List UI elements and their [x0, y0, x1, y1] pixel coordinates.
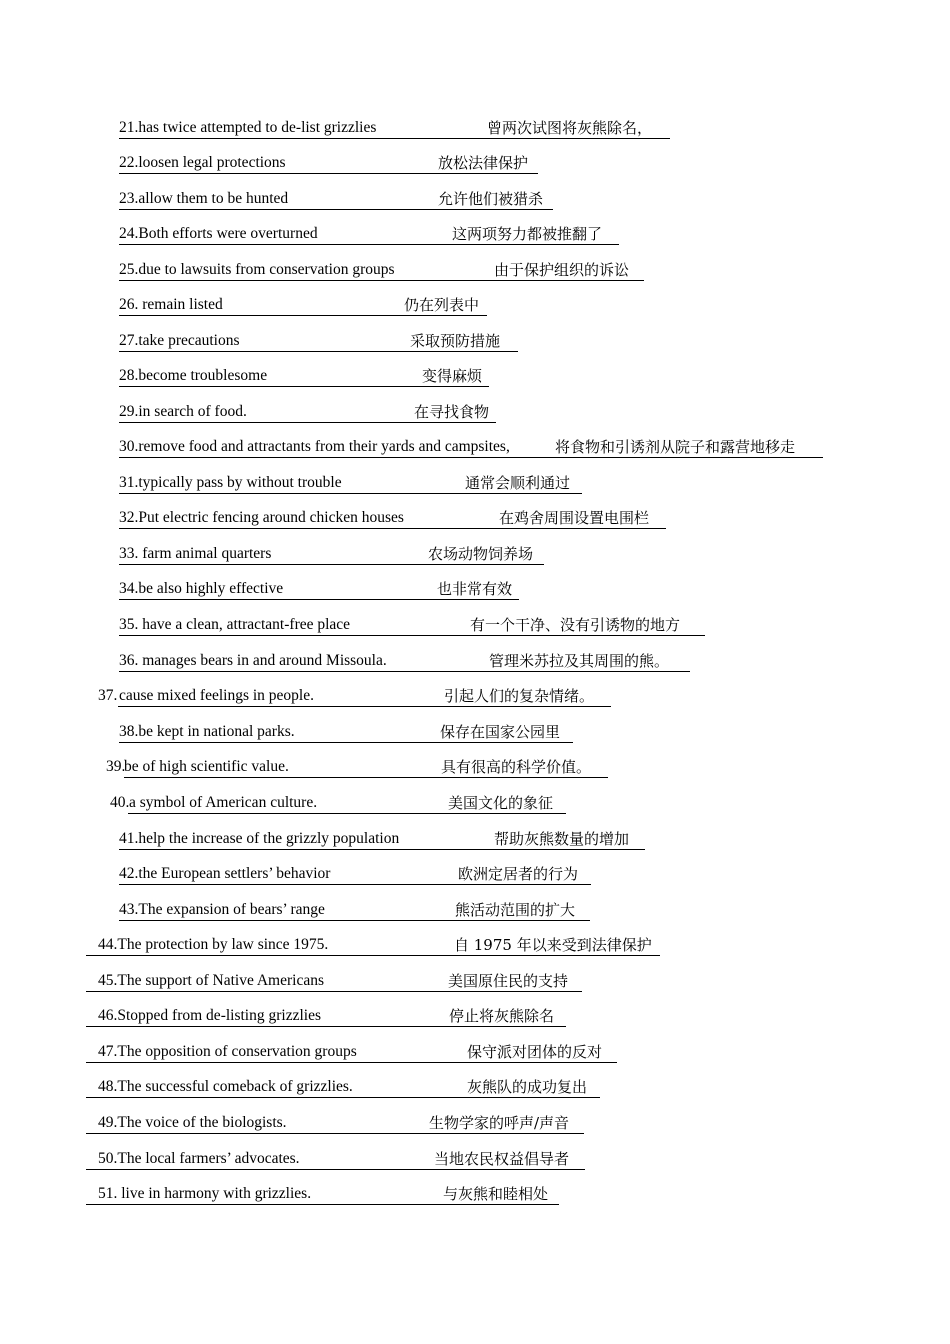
list-item [0, 578, 950, 600]
chinese-translation: 与灰熊和睦相处 [443, 1185, 549, 1203]
list-item [0, 117, 950, 139]
list-item [0, 152, 950, 174]
list-item [0, 792, 950, 814]
english-phrase: 47.The opposition of conservation groups [98, 1043, 357, 1060]
english-phrase: 23.allow them to be hunted [119, 190, 289, 207]
english-phrase: 26. remain listed [119, 296, 223, 313]
chinese-translation: 在寻找食物 [414, 403, 490, 421]
english-phrase: 36. manages bears in and around Missoula. [119, 652, 387, 669]
list-item [0, 1005, 950, 1027]
chinese-translation: 停止将灰熊除名 [449, 1007, 555, 1025]
english-phrase: 41.help the increase of the grizzly population [119, 830, 400, 847]
chinese-translation: 由于保护组织的诉讼 [494, 261, 630, 279]
english-phrase: 44.The protection by law since 1975. [98, 936, 329, 953]
english-phrase: 42.the European settlers’ behavior [119, 865, 331, 882]
list-item [0, 543, 950, 565]
list-item [0, 507, 950, 529]
english-phrase: 43.The expansion of bears’ range [119, 901, 325, 918]
english-phrase: be of high scientific value. [124, 758, 289, 775]
chinese-translation: 保守派对团体的反对 [467, 1043, 603, 1061]
list-item [0, 863, 950, 885]
english-phrase: 51. live in harmony with grizzlies. [98, 1185, 312, 1202]
item-number: 39. [106, 758, 126, 775]
list-item [0, 756, 950, 778]
english-phrase: 28.become troublesome [119, 367, 268, 384]
chinese-translation: 灰熊队的成功复出 [467, 1078, 588, 1096]
english-phrase: 50.The local farmers’ advocates. [98, 1150, 300, 1167]
list-item [0, 721, 950, 743]
list-item [0, 650, 950, 672]
list-item [0, 970, 950, 992]
english-phrase: 38.be kept in national parks. [119, 723, 295, 740]
chinese-translation: 引起人们的复杂情绪。 [444, 687, 595, 705]
english-phrase: 35. have a clean, attractant-free place [119, 616, 351, 633]
list-item [0, 899, 950, 921]
list-item [0, 685, 950, 707]
chinese-translation: 美国原住民的支持 [448, 972, 569, 990]
chinese-translation: 变得麻烦 [422, 367, 483, 385]
chinese-translation: 采取预防措施 [410, 332, 501, 350]
chinese-translation: 在鸡舍周围设置电围栏 [499, 509, 650, 527]
chinese-translation: 生物学家的呼声/声音 [429, 1114, 570, 1132]
list-item [0, 259, 950, 281]
chinese-translation: 帮助灰熊数量的增加 [494, 830, 630, 848]
list-item [0, 1183, 950, 1205]
english-phrase: 49.The voice of the biologists. [98, 1114, 287, 1131]
chinese-translation: 有一个干净、没有引诱物的地方 [470, 616, 681, 634]
english-phrase: 25.due to lawsuits from conservation groups [119, 261, 395, 278]
chinese-translation: 农场动物饲养场 [428, 545, 534, 563]
list-item [0, 614, 950, 636]
list-item [0, 1112, 950, 1134]
list-item [0, 828, 950, 850]
english-phrase: 34.be also highly effective [119, 580, 284, 597]
chinese-translation: 仍在列表中 [404, 296, 480, 314]
list-item [0, 330, 950, 352]
english-phrase: 46.Stopped from de-listing grizzlies [98, 1007, 321, 1024]
list-item [0, 1041, 950, 1063]
chinese-translation: 具有很高的科学价值。 [441, 758, 592, 776]
english-phrase: cause mixed feelings in people. [119, 687, 314, 704]
chinese-translation: 欧洲定居者的行为 [458, 865, 579, 883]
english-phrase: 31.typically pass by without trouble [119, 474, 342, 491]
list-item [0, 401, 950, 423]
english-phrase: 30.remove food and attractants from their yards and campsites, [119, 438, 510, 455]
chinese-translation: 放松法律保护 [438, 154, 529, 172]
english-phrase: 32.Put electric fencing around chicken houses [119, 509, 404, 526]
english-phrase: 24.Both efforts were overturned [119, 225, 318, 242]
chinese-translation: 熊活动范围的扩大 [455, 901, 576, 919]
chinese-translation: 美国文化的象征 [448, 794, 554, 812]
english-phrase: a symbol of American culture. [129, 794, 318, 811]
item-number: 40. [110, 794, 130, 811]
chinese-translation: 当地农民权益倡导者 [434, 1150, 570, 1168]
chinese-translation: 允许他们被猎杀 [438, 190, 544, 208]
english-phrase: 27.take precautions [119, 332, 240, 349]
english-phrase: 45.The support of Native Americans [98, 972, 324, 989]
list-item [0, 1148, 950, 1170]
list-item [0, 472, 950, 494]
list-item [0, 223, 950, 245]
list-item [0, 436, 950, 458]
chinese-translation: 管理米苏拉及其周围的熊。 [489, 652, 670, 670]
list-item [0, 294, 950, 316]
list-item [0, 188, 950, 210]
english-phrase: 22.loosen legal protections [119, 154, 286, 171]
english-phrase: 33. farm animal quarters [119, 545, 272, 562]
chinese-translation: 将食物和引诱剂从院子和露营地移走 [555, 438, 796, 456]
english-phrase: 48.The successful comeback of grizzlies. [98, 1078, 353, 1095]
chinese-translation: 通常会顺利通过 [465, 474, 571, 492]
chinese-translation: 曾两次试图将灰熊除名， [487, 119, 653, 137]
item-number: 37. [98, 687, 118, 704]
chinese-translation: 这两项努力都被推翻了 [452, 225, 603, 243]
list-item [0, 934, 950, 956]
chinese-translation: 也非常有效 [437, 580, 513, 598]
list-item [0, 365, 950, 387]
chinese-translation: 保存在国家公园里 [440, 723, 561, 741]
english-phrase: 21.has twice attempted to de-list grizzlies [119, 119, 377, 136]
chinese-translation: 自 1975 年以来受到法律保护 [454, 936, 652, 954]
english-phrase: 29.in search of food. [119, 403, 247, 420]
list-item [0, 1076, 950, 1098]
